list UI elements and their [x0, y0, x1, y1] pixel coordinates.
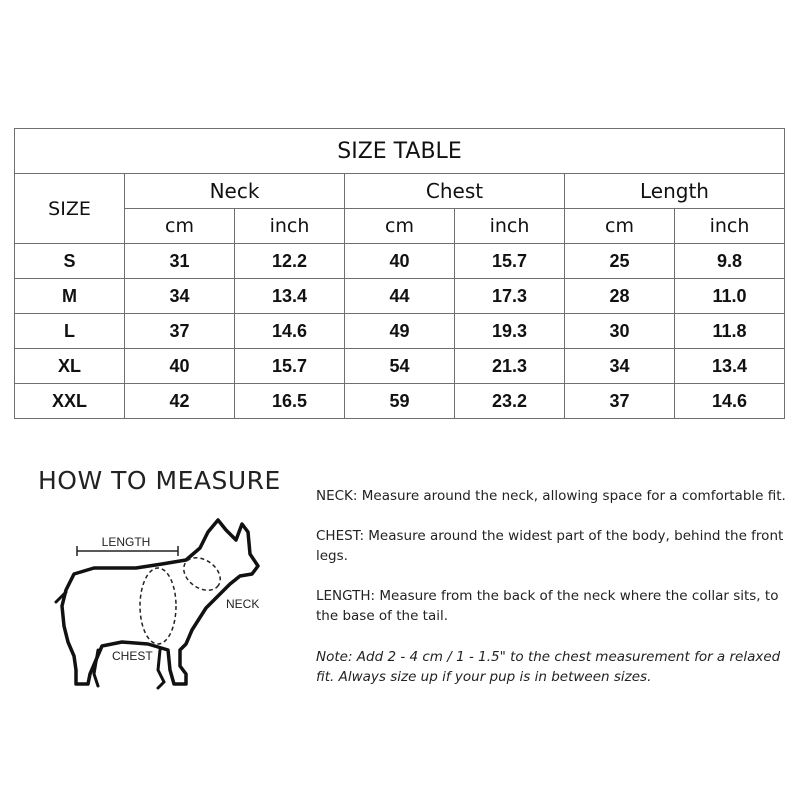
- size-cell: XXL: [15, 384, 125, 419]
- value-cell: 31: [125, 244, 235, 279]
- neck-label: NECK: [226, 597, 260, 611]
- size-table: [14, 128, 785, 419]
- table-row: [15, 349, 785, 384]
- size-column-header: SIZE: [15, 174, 125, 244]
- value-cell: 37: [125, 314, 235, 349]
- value-cell: 14.6: [235, 314, 345, 349]
- table-row: [15, 279, 785, 314]
- chest-group-header: Chest: [345, 174, 565, 209]
- value-cell: 44: [345, 279, 455, 314]
- value-cell: 17.3: [455, 279, 565, 314]
- value-cell: 40: [125, 349, 235, 384]
- value-cell: 25: [565, 244, 675, 279]
- length-instruction: LENGTH: Measure from the back of the neck where the collar sits, to the base of the tail.: [316, 588, 779, 624]
- value-cell: 30: [565, 314, 675, 349]
- length-inch-header: inch: [675, 209, 785, 244]
- value-cell: 13.4: [235, 279, 345, 314]
- table-row: [15, 384, 785, 419]
- size-cell: L: [15, 314, 125, 349]
- value-cell: 37: [565, 384, 675, 419]
- value-cell: 28: [565, 279, 675, 314]
- value-cell: 19.3: [455, 314, 565, 349]
- chest-measure-loop-icon: [140, 568, 176, 644]
- fit-note: Note: Add 2 - 4 cm / 1 - 1.5" to the chest measurement for a relaxed fit. Always size up if your pup is in between sizes.: [316, 649, 781, 685]
- table-row: [15, 314, 785, 349]
- value-cell: 42: [125, 384, 235, 419]
- value-cell: 21.3: [455, 349, 565, 384]
- value-cell: 13.4: [675, 349, 785, 384]
- value-cell: 15.7: [455, 244, 565, 279]
- table-title: SIZE TABLE: [15, 129, 785, 174]
- chest-cm-header: cm: [345, 209, 455, 244]
- dog-measurement-diagram: [40, 510, 280, 700]
- chest-label: CHEST: [112, 649, 153, 663]
- neck-measure-loop-icon: [178, 551, 227, 597]
- value-cell: 59: [345, 384, 455, 419]
- table-row: [15, 244, 785, 279]
- neck-inch-header: inch: [235, 209, 345, 244]
- chest-inch-header: inch: [455, 209, 565, 244]
- size-cell: XL: [15, 349, 125, 384]
- how-to-measure-heading: HOW TO MEASURE: [38, 466, 281, 495]
- value-cell: 49: [345, 314, 455, 349]
- value-cell: 23.2: [455, 384, 565, 419]
- neck-instruction: NECK: Measure around the neck, allowing space for a comfortable fit.: [316, 488, 786, 504]
- value-cell: 54: [345, 349, 455, 384]
- length-label: LENGTH: [101, 535, 151, 549]
- value-cell: 40: [345, 244, 455, 279]
- value-cell: 11.8: [675, 314, 785, 349]
- value-cell: 15.7: [235, 349, 345, 384]
- value-cell: 14.6: [675, 384, 785, 419]
- value-cell: 11.0: [675, 279, 785, 314]
- front-leg-icon: [158, 650, 164, 688]
- neck-cm-header: cm: [125, 209, 235, 244]
- length-cm-header: cm: [565, 209, 675, 244]
- value-cell: 12.2: [235, 244, 345, 279]
- value-cell: 16.5: [235, 384, 345, 419]
- size-cell: M: [15, 279, 125, 314]
- value-cell: 9.8: [675, 244, 785, 279]
- value-cell: 34: [125, 279, 235, 314]
- neck-group-header: Neck: [125, 174, 345, 209]
- back-leg-icon: [94, 650, 98, 686]
- size-cell: S: [15, 244, 125, 279]
- length-group-header: Length: [565, 174, 785, 209]
- value-cell: 34: [565, 349, 675, 384]
- chest-instruction: CHEST: Measure around the widest part of the body, behind the front legs.: [316, 528, 784, 564]
